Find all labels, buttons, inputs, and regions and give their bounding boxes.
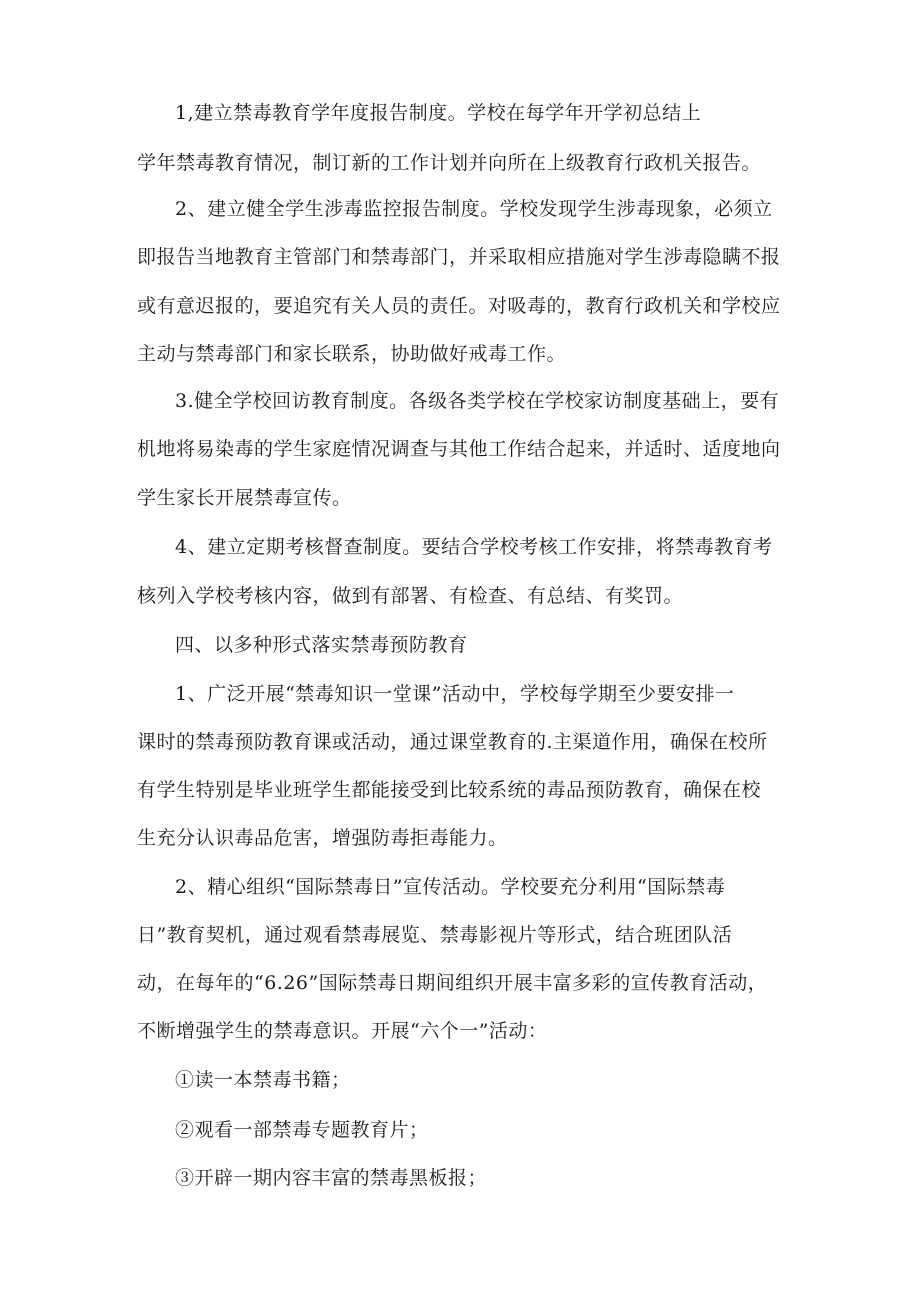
text-line: 不断增强学生的禁毒意识。开展“六个一”活动： <box>137 1020 548 1042</box>
text-line: 生充分认识毒品危害，增强防毒拒毒能力。 <box>137 827 508 849</box>
text-line: 1,建立禁毒教育学年度报告制度。学校在每学年开学初总结上 <box>175 102 702 124</box>
text-line: 课时的禁毒预防教育课或活动，通过课堂教育的.主渠道作用，确保在校所 <box>137 731 768 753</box>
text-line: 核列入学校考核内容，做到有部署、有检查、有总结、有奖罚。 <box>137 585 684 607</box>
text-line: 日”教育契机，通过观看禁毒展览、禁毒影视片等形式，结合班团队活 <box>137 924 733 946</box>
text-line: 4、建立定期考核督查制度。要结合学校考核工作安排，将禁毒教育考 <box>175 536 773 558</box>
text-line: 1、广泛开展“禁毒知识一堂课”活动中，学校每学期至少要安排一 <box>175 683 735 705</box>
text-line: 学生家长开展禁毒宣传。 <box>137 487 352 509</box>
text-line: 2、建立健全学生涉毒监控报告制度。学校发现学生涉毒现象，必须立 <box>175 198 773 220</box>
text-line: 即报告当地教育主管部门和禁毒部门，并采取相应措施对学生涉毒隐瞒不报 <box>137 246 781 268</box>
text-line: 2、精心组织“国际禁毒日”宣传活动。学校要充分利用“国际禁毒 <box>175 876 726 898</box>
list-item: ①读一本禁毒书籍； <box>175 1069 351 1091</box>
text-line: 动，在每年的“6.26”国际禁毒日期间组织开展丰富多彩的宣传教育活动， <box>137 972 768 994</box>
text-line: 有学生特别是毕业班学生都能接受到比较系统的毒品预防教育，确保在校 <box>137 779 762 801</box>
text-line: 3.健全学校回访教育制度。各级各类学校在学校家访制度基础上，要有 <box>175 390 780 412</box>
text-line: 学年禁毒教育情况，制订新的工作计划并向所在上级教育行政机关报告。 <box>137 152 762 174</box>
text-line: 或有意迟报的，要追究有关人员的责任。对吸毒的，教育行政机关和学校应 <box>137 295 781 317</box>
section-heading: 四、以多种形式落实禁毒预防教育 <box>175 634 468 656</box>
list-item: ②观看一部禁毒专题教育片； <box>175 1119 429 1141</box>
text-line: 机地将易染毒的学生家庭情况调查与其他工作结合起来，并适时、适度地向 <box>137 438 781 460</box>
list-item: ③开辟一期内容丰富的禁毒黑板报； <box>175 1167 488 1189</box>
text-line: 主动与禁毒部门和家长联系，协助做好戒毒工作。 <box>137 343 567 365</box>
